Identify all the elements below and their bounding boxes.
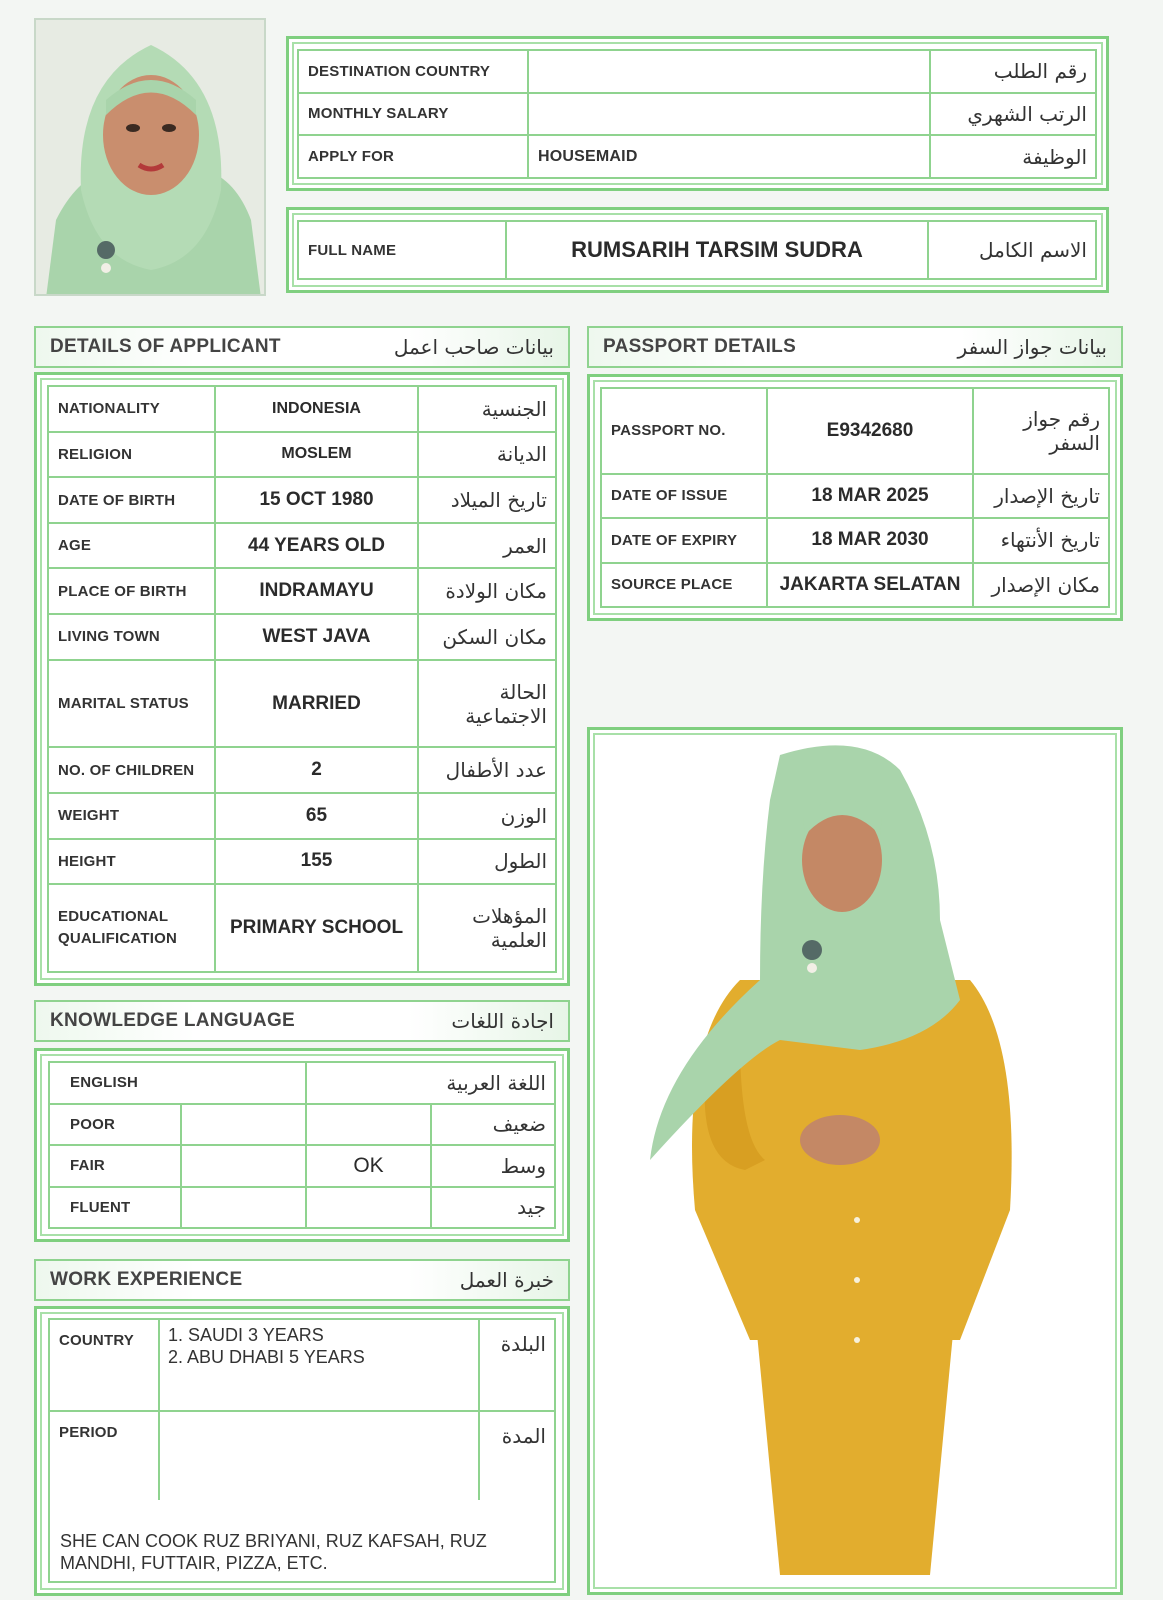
table-row xyxy=(601,518,1109,562)
religion-value: MOSLEM xyxy=(215,432,418,478)
date-of-issue-arabic: تاريخ الإصدار xyxy=(973,474,1109,518)
passport-number-value: E9342680 xyxy=(767,388,973,474)
poor-arabic: ضعيف xyxy=(431,1104,555,1146)
living-town-arabic: مكان السكن xyxy=(418,614,556,660)
source-place-label: SOURCE PLACE xyxy=(601,563,767,607)
fair-label: FAIR xyxy=(49,1145,181,1187)
language-section-title-arabic: اجادة اللغات xyxy=(451,1009,554,1033)
language-table xyxy=(48,1061,556,1229)
apply-for-value: HOUSEMAID xyxy=(528,135,930,178)
date-of-birth-value: 15 OCT 1980 xyxy=(215,477,418,523)
height-arabic: الطول xyxy=(418,839,556,885)
table-row xyxy=(298,93,1096,136)
work-period-label: PERIOD xyxy=(49,1411,159,1501)
date-of-birth-arabic: تاريخ الميلاد xyxy=(418,477,556,523)
work-country-value xyxy=(159,1319,479,1411)
children-value: 2 xyxy=(215,747,418,793)
fluent-arabic: جيد xyxy=(431,1187,555,1229)
marital-status-arabic: الحالة الاجتماعية xyxy=(418,660,556,748)
portrait-photo xyxy=(34,18,266,296)
poor-arabic-value xyxy=(306,1104,431,1146)
table-row xyxy=(601,563,1109,607)
monthly-salary-arabic: الرتب الشهري xyxy=(930,93,1096,136)
table-row xyxy=(48,793,556,839)
table-row xyxy=(49,1145,555,1187)
fair-arabic: وسط xyxy=(431,1145,555,1187)
age-arabic: العمر xyxy=(418,523,556,569)
poor-english-value xyxy=(181,1104,306,1146)
living-town-label: LIVING TOWN xyxy=(48,614,215,660)
full-name-value: RUMSARIH TARSIM SUDRA xyxy=(506,221,928,279)
table-row xyxy=(49,1187,555,1229)
weight-label: WEIGHT xyxy=(48,793,215,839)
nationality-value: INDONESIA xyxy=(215,386,418,432)
table-row xyxy=(49,1319,555,1411)
marital-status-value: MARRIED xyxy=(215,660,418,748)
table-row xyxy=(298,135,1096,178)
religion-label: RELIGION xyxy=(48,432,215,478)
source-place-value: JAKARTA SELATAN xyxy=(767,563,973,607)
english-label: ENGLISH xyxy=(49,1062,306,1104)
fluent-english-value xyxy=(181,1187,306,1229)
marital-status-label: MARITAL STATUS xyxy=(48,660,215,748)
table-row xyxy=(298,50,1096,93)
religion-arabic: الديانة xyxy=(418,432,556,478)
full-name-table xyxy=(297,220,1097,280)
date-of-birth-label: DATE OF BIRTH xyxy=(48,477,215,523)
table-row xyxy=(601,388,1109,474)
destination-country-label: DESTINATION COUNTRY xyxy=(298,50,528,93)
passport-section-title: PASSPORT DETAILS xyxy=(603,336,797,357)
work-period-arabic: المدة xyxy=(479,1411,555,1501)
nationality-label: NATIONALITY xyxy=(48,386,215,432)
applicant-section-header xyxy=(34,326,570,368)
monthly-salary-label: MONTHLY SALARY xyxy=(298,93,528,136)
living-town-value: WEST JAVA xyxy=(215,614,418,660)
apply-for-label: APPLY FOR xyxy=(298,135,528,178)
work-country-line-1: 1. SAUDI 3 YEARS xyxy=(168,1325,324,1345)
place-of-birth-value: INDRAMAYU xyxy=(215,568,418,614)
apply-for-arabic: الوظيفة xyxy=(930,135,1096,178)
table-row xyxy=(49,1104,555,1146)
work-country-arabic: البلدة xyxy=(479,1319,555,1411)
passport-number-label: PASSPORT NO. xyxy=(601,388,767,474)
date-of-expiry-arabic: تاريخ الأنتهاء xyxy=(973,518,1109,562)
monthly-salary-value xyxy=(528,93,930,136)
education-label: EDUCATIONAL QUALIFICATION xyxy=(48,884,215,972)
age-value: 44 YEARS OLD xyxy=(215,523,418,569)
table-row xyxy=(48,747,556,793)
application-number-arabic: رقم الطلب xyxy=(930,50,1096,93)
applicant-section-title-arabic: بيانات صاحب اعمل xyxy=(393,335,554,359)
fluent-arabic-value xyxy=(306,1187,431,1229)
work-period-value xyxy=(159,1411,479,1501)
table-row xyxy=(48,386,556,432)
work-country-label: COUNTRY xyxy=(49,1319,159,1411)
education-value: PRIMARY SCHOOL xyxy=(215,884,418,972)
weight-arabic: الوزن xyxy=(418,793,556,839)
date-of-issue-label: DATE OF ISSUE xyxy=(601,474,767,518)
full-name-arabic: الاسم الكامل xyxy=(928,221,1096,279)
nationality-arabic: الجنسية xyxy=(418,386,556,432)
date-of-expiry-value: 18 MAR 2030 xyxy=(767,518,973,562)
children-label: NO. OF CHILDREN xyxy=(48,747,215,793)
place-of-birth-label: PLACE OF BIRTH xyxy=(48,568,215,614)
top-info-table xyxy=(297,49,1097,179)
passport-section-header xyxy=(587,326,1123,368)
work-note-line-1: SHE CAN COOK RUZ BRIYANI, RUZ KAFSAH, RUZ xyxy=(60,1531,487,1551)
date-of-expiry-label: DATE OF EXPIRY xyxy=(601,518,767,562)
height-label: HEIGHT xyxy=(48,839,215,885)
destination-country-value xyxy=(528,50,930,93)
age-label: AGE xyxy=(48,523,215,569)
arabic-language-label: اللغة العربية xyxy=(306,1062,555,1104)
applicant-section-title: DETAILS OF APPLICANT xyxy=(50,336,281,357)
table-row xyxy=(48,614,556,660)
table-row xyxy=(48,884,556,972)
table-row xyxy=(48,523,556,569)
table-row xyxy=(49,1062,555,1104)
work-note xyxy=(48,1500,556,1583)
education-arabic: المؤهلات العلمية xyxy=(418,884,556,972)
work-table xyxy=(48,1318,556,1502)
full-name-label: FULL NAME xyxy=(298,221,506,279)
table-row xyxy=(48,477,556,523)
full-body-photo xyxy=(600,740,1110,1582)
language-section-title: KNOWLEDGE LANGUAGE xyxy=(50,1010,296,1031)
table-row xyxy=(48,568,556,614)
language-section-header xyxy=(34,1000,570,1042)
fluent-label: FLUENT xyxy=(49,1187,181,1229)
fair-arabic-value: OK xyxy=(306,1145,431,1187)
work-country-line-2: 2. ABU DHABI 5 YEARS xyxy=(168,1347,365,1367)
work-note-line-2: MANDHI, FUTTAIR, PIZZA, ETC. xyxy=(60,1553,328,1573)
table-row xyxy=(48,839,556,885)
date-of-issue-value: 18 MAR 2025 xyxy=(767,474,973,518)
passport-number-arabic: رقم جواز السفر xyxy=(973,388,1109,474)
table-row xyxy=(601,474,1109,518)
work-section-title-arabic: خبرة العمل xyxy=(459,1268,554,1292)
poor-label: POOR xyxy=(49,1104,181,1146)
passport-table xyxy=(600,387,1110,608)
full-body-illustration xyxy=(600,740,1110,1582)
work-section-header xyxy=(34,1259,570,1301)
portrait-illustration xyxy=(36,20,266,296)
applicant-table xyxy=(47,385,557,973)
work-section-title: WORK EXPERIENCE xyxy=(50,1269,243,1290)
height-value: 155 xyxy=(215,839,418,885)
table-row xyxy=(49,1411,555,1501)
table-row xyxy=(48,660,556,748)
children-arabic: عدد الأطفال xyxy=(418,747,556,793)
passport-section-title-arabic: بيانات جواز السفر xyxy=(957,335,1107,359)
fair-english-value xyxy=(181,1145,306,1187)
source-place-arabic: مكان الإصدار xyxy=(973,563,1109,607)
weight-value: 65 xyxy=(215,793,418,839)
place-of-birth-arabic: مكان الولادة xyxy=(418,568,556,614)
table-row xyxy=(48,432,556,478)
